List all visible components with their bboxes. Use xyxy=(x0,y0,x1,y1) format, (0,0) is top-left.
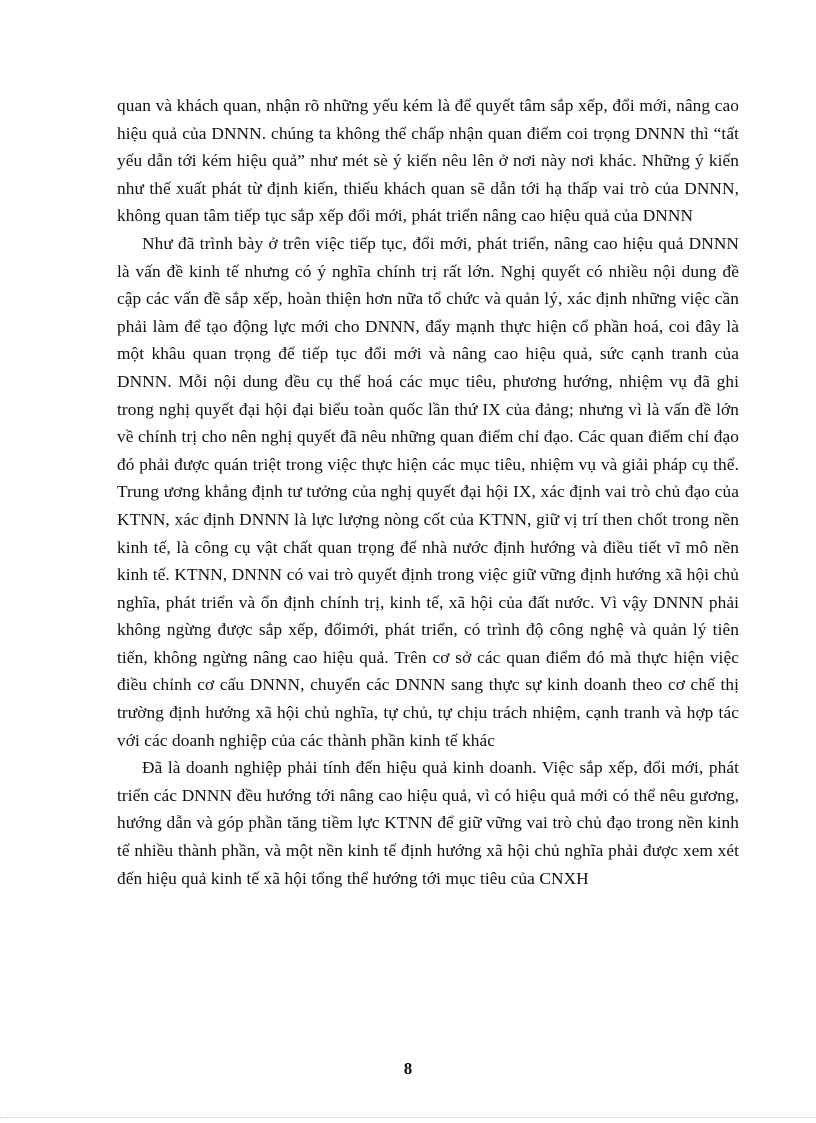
page-number: 8 xyxy=(403,1059,413,1078)
body-text xyxy=(117,92,739,892)
paragraph-continuation: quan và khách quan, nhận rõ những yếu kém là để quyết tâm sắp xếp, đổi mới, nâng cao hiệu quả của DNNN. chúng ta không thể chấp nhận quan điểm coi trọng DNNN thì “tất yếu dẫn tới kém hiệu quả” như mét sè ý kiến nêu lên ở nơi này nơi khác. Những ý kiến như thế xuất phát từ định kiến, thiếu khách quan sẽ dẫn tới hạ thấp vai trò của DNNN, không quan tâm tiếp tục sắp xếp đổi mới, phát triển nâng cao hiệu quả của DNNN xyxy=(117,96,739,226)
bottom-divider xyxy=(0,1117,816,1118)
paragraph-policy-viewpoints: Như đã trình bày ở trên việc tiếp tục, đổi mới, phát triển, nâng cao hiệu quả DNNN là vấn đề kinh tế nhưng có ý nghĩa chính trị rất lớn. Nghị quyết có nhiều nội dung đề cập các vấn đề sắp xếp, hoàn thiện hơn nữa tổ chức và quản lý, xác định những việc cần phải làm để tạo động lực mới cho DNNN, đẩy mạnh thực hiện cổ phần hoá, coi đây là một khâu quan trọng để tiếp tục đổi mới và nâng cao hiệu quả, sức cạnh tranh của DNNN. Mỗi nội dung đều cụ thể hoá các mục tiêu, phương hướng, nhiệm vụ đã ghi trong nghị quyết đại hội đại biểu toàn quốc lần thứ IX của đảng; nhưng vì là vấn đề lớn về chính trị cho nên nghị quyết đã nêu những quan điểm chỉ đạo. Các quan điểm chỉ đạo đó phải được quán triệt trong việc thực hiện các mục tiêu, nhiệm vụ và giải pháp cụ thể. Trung ương khẳng định tư tưởng của nghị quyết đại hội IX, xác định vai trò chủ đạo của KTNN, xác định DNNN là lực lượng nòng cốt của KTNN, giữ vị trí then chốt trong nền kinh tế, là công cụ vật chất quan trọng để nhà nước định hướng và điều tiết vĩ mô nền kinh tế. KTNN, DNNN có vai trò quyết định trong việc giữ vững định hướng xã hội chủ nghĩa, phát triển và ổn định chính trị, kinh tế, xã hội của đất nước. Vì vậy DNNN phải không ngừng được sắp xếp, đổimới, phát triển, có trình độ công nghệ và quản lý tiên tiến, không ngừng nâng cao hiệu quả. Trên cơ sở các quan điểm đó mà thực hiện việc điều chỉnh cơ cấu DNNN, chuyển các DNNN sang thực sự kinh doanh theo cơ chế thị trường định hướng xã hội chủ nghĩa, tự chủ, tự chịu trách nhiệm, cạnh tranh và hợp tác với các doanh nghiệp của các thành phần kinh tế khác xyxy=(117,233,739,750)
paragraph-business-efficiency: Đã là doanh nghiệp phải tính đến hiệu quả kinh doanh. Việc sắp xếp, đổi mới, phát triển các DNNN đều hướng tới nâng cao hiệu quả, vì có hiệu quả mới có thể nêu gương, hướng dẫn và góp phần tăng tiềm lực KTNN để giữ vững vai trò chủ đạo trong nền kinh tế nhiều thành phần, và một nền kinh tế định hướng xã hội chủ nghĩa phải được xem xét đến hiệu quả kinh tế xã hội tổng thể hướng tới mục tiêu của CNXH xyxy=(117,758,739,888)
